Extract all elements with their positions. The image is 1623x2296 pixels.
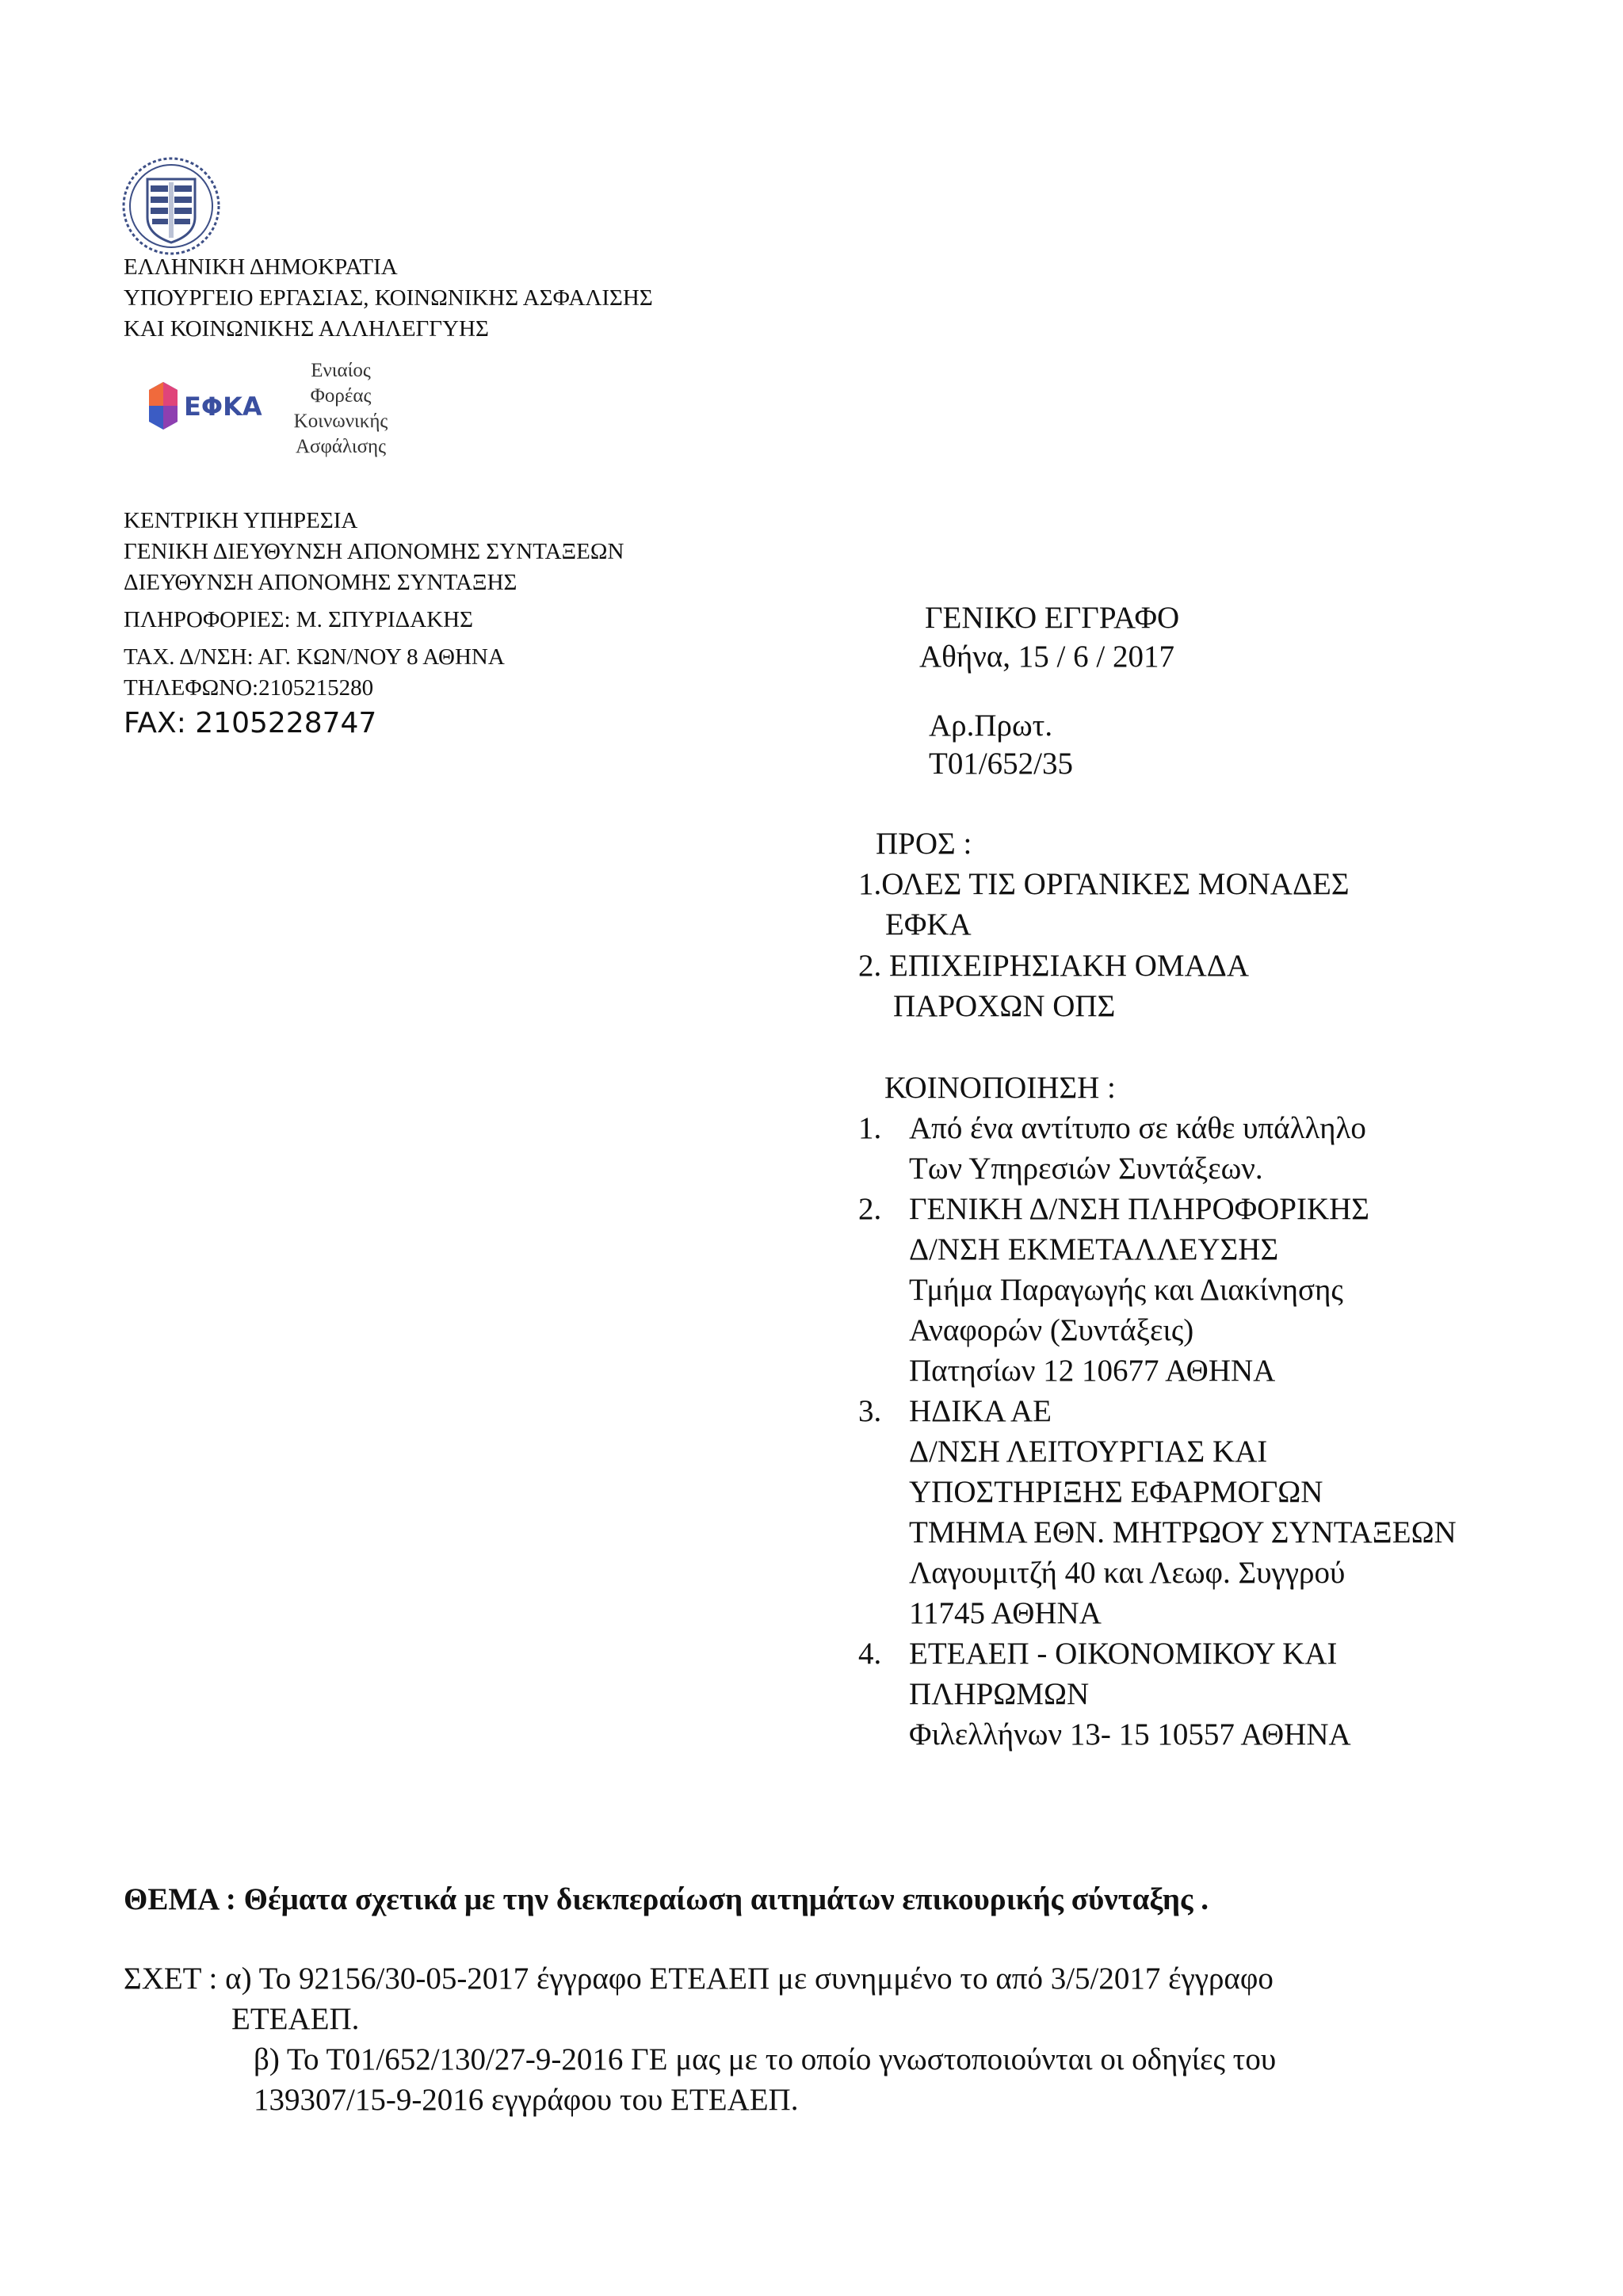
notification-item — [858, 1391, 1457, 1633]
recipient-line: 1.ΟΛΕΣ ΤΙΣ ΟΡΓΑΝΙΚΕΣ ΜΟΝΑΔΕΣ — [858, 867, 1350, 901]
related-line: 139307/15-9-2016 εγγράφου του ΕΤΕΑΕΠ. — [254, 2083, 799, 2117]
notification-item-number: 1. — [858, 1111, 882, 1145]
related-line: ΕΤΕΑΕΠ. — [231, 2002, 360, 2036]
header-line: ΥΠΟΥΡΓΕΙΟ ΕΡΓΑΣΙΑΣ, ΚΟΙΝΩΝΙΚΗΣ ΑΣΦΑΛΙΣΗΣ — [124, 285, 653, 311]
notification-item-number: 4. — [858, 1637, 882, 1671]
document-type: ΓΕΝΙΚΟ ΕΓΓΡΑΦΟ — [925, 601, 1180, 635]
recipient-line: 2. ΕΠΙΧΕΙΡΗΣΙΑΚΗ ΟΜΑΔΑ — [858, 949, 1249, 983]
notification-line: ΤΜΗΜΑ ΕΘΝ. ΜΗΤΡΩΟΥ ΣΥΝΤΑΞΕΩΝ — [909, 1515, 1457, 1549]
notification-line: 11745 ΑΘΗΝΑ — [909, 1596, 1102, 1630]
recipient-item — [858, 946, 1249, 1026]
notification-line: Φιλελλήνων 13- 15 10557 ΑΘΗΝΑ — [909, 1717, 1351, 1752]
related-line: β) Το Τ01/652/130/27-9-2016 ΓΕ μας με το οποίο γνωστοποιούνται οι οδηγίες του — [254, 2042, 1277, 2076]
notification-item-number: 3. — [858, 1394, 882, 1428]
related-line: ΣΧΕΤ : α) Το 92156/30-05-2017 έγγραφο ΕΤΕΑΕΠ με συνημμένο το από 3/5/2017 έγγραφο — [124, 1962, 1274, 1996]
notification-item — [858, 1633, 1457, 1755]
recipient-line: ΠΑΡΟΧΩΝ ΟΠΣ — [893, 989, 1116, 1023]
protocol-number: Τ01/652/35 — [929, 747, 1073, 781]
efka-subtitle — [285, 358, 396, 460]
sender-line: ΠΛΗΡΟΦΟΡΙΕΣ: Μ. ΣΠΥΡΙΔΑΚΗΣ — [124, 607, 474, 632]
document-date: Αθήνα, 15 / 6 / 2017 — [919, 640, 1174, 674]
sender-line: ΔΙΕΥΘΥΝΣΗ ΑΠΟΝΟΜΗΣ ΣΥΝΤΑΞΗΣ — [124, 570, 517, 595]
notification-line: ΓΕΝΙΚΗ Δ/ΝΣΗ ΠΛΗΡΟΦΟΡΙΚΗΣ — [909, 1192, 1369, 1226]
notification-list — [858, 1108, 1457, 1755]
efka-subtitle-line: Ασφάλισης — [295, 436, 387, 457]
header-line: ΕΛΛΗΝΙΚΗ ΔΗΜΟΚΡΑΤΙΑ — [124, 254, 398, 280]
sender-line: ΓΕΝΙΚΗ ΔΙΕΥΘΥΝΣΗ ΑΠΟΝΟΜΗΣ ΣΥΝΤΑΞΕΩΝ — [124, 539, 624, 564]
header-line: ΚΑΙ ΚΟΙΝΩΝΙΚΗΣ ΑΛΛΗΛΕΓΓΥΗΣ — [124, 316, 489, 342]
notification-line: ΠΛΗΡΩΜΩΝ — [909, 1677, 1090, 1711]
notification-line: Λαγουμιτζή 40 και Λεωφ. Συγγρού — [909, 1556, 1346, 1590]
notification-line: ΥΠΟΣΤΗΡΙΞΗΣ ΕΦΑΡΜΟΓΩΝ — [909, 1475, 1323, 1509]
sender-block — [124, 506, 624, 704]
sender-line: ΤΗΛΕΦΩΝΟ:2105215280 — [124, 675, 374, 701]
fax-number: FAX: 2105228747 — [124, 707, 377, 739]
greek-crest-logo — [120, 155, 222, 257]
recipient-item — [858, 864, 1350, 945]
recipients-label: ΠΡΟΣ : — [876, 827, 972, 861]
notification-line: Από ένα αντίτυπο σε κάθε υπάλληλο — [909, 1111, 1366, 1145]
notification-item — [858, 1108, 1457, 1189]
recipient-line: ΕΦΚΑ — [885, 907, 972, 942]
efka-subtitle-line: Φορέας — [310, 385, 372, 407]
notification-label: ΚΟΙΝΟΠΟΙΗΣΗ : — [884, 1071, 1116, 1105]
notification-line: Δ/ΝΣΗ ΕΚΜΕΤΑΛΛΕΥΣΗΣ — [909, 1232, 1279, 1266]
efka-logo-text: ΕΦΚΑ — [184, 392, 262, 422]
notification-line: Των Υπηρεσιών Συντάξεων. — [909, 1152, 1263, 1186]
notification-line: ΕΤΕΑΕΠ - ΟΙΚΟΝΟΜΙΚΟΥ ΚΑΙ — [909, 1637, 1338, 1671]
notification-line: Τμήμα Παραγωγής και Διακίνησης — [909, 1273, 1343, 1307]
efka-subtitle-line: Ενιαίος — [311, 360, 371, 381]
notification-line: Δ/ΝΣΗ ΛΕΙΤΟΥΡΓΙΑΣ ΚΑΙ — [909, 1435, 1268, 1469]
notification-line: Πατησίων 12 10677 ΑΘΗΝΑ — [909, 1354, 1276, 1388]
notification-item — [858, 1189, 1457, 1391]
sender-line: ΚΕΝΤΡΙΚΗ ΥΠΗΡΕΣΙΑ — [124, 508, 358, 533]
efka-subtitle-line: Κοινωνικής — [293, 411, 388, 432]
government-header — [124, 252, 653, 345]
notification-line: Αναφορών (Συντάξεις) — [909, 1313, 1194, 1347]
notification-item-number: 2. — [858, 1192, 882, 1226]
efka-logo — [146, 379, 265, 433]
notification-line: ΗΔΙΚΑ ΑΕ — [909, 1394, 1052, 1428]
sender-line: ΤΑΧ. Δ/ΝΣΗ: ΑΓ. ΚΩΝ/ΝΟΥ 8 ΑΘΗΝΑ — [124, 644, 505, 670]
subject-line: ΘΕΜΑ : Θέματα σχετικά με την διεκπεραίωση αιτημάτων επικουρικής σύνταξης . — [124, 1882, 1209, 1916]
related-references — [124, 1958, 1276, 2120]
protocol-label: Αρ.Πρωτ. — [929, 709, 1053, 743]
